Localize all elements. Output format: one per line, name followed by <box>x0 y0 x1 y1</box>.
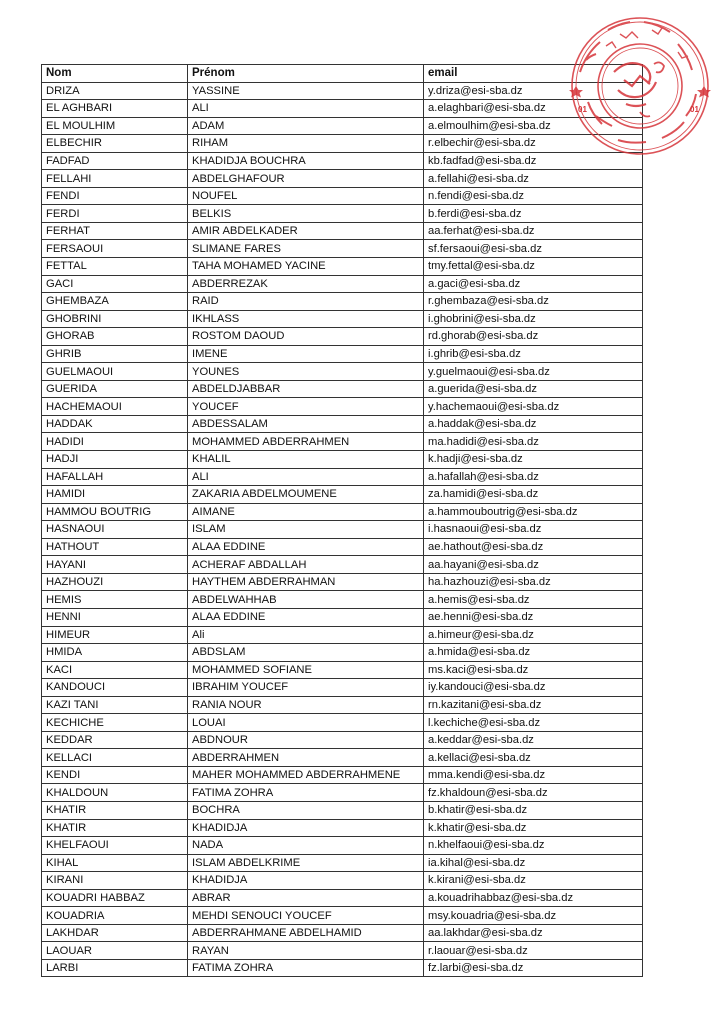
table-row <box>42 293 643 311</box>
cell-nom: HADIDI <box>42 433 188 451</box>
table-row <box>42 696 643 714</box>
cell-email: r.laouar@esi-sba.dz <box>424 942 643 960</box>
cell-prenom: ABDERREZAK <box>188 275 424 293</box>
cell-prenom: MOHAMMED SOFIANE <box>188 661 424 679</box>
cell-nom: KOUADRIA <box>42 907 188 925</box>
cell-nom: GUELMAOUI <box>42 363 188 381</box>
cell-email: ma.hadidi@esi-sba.dz <box>424 433 643 451</box>
cell-prenom: ABDSLAM <box>188 644 424 662</box>
cell-prenom: RAID <box>188 293 424 311</box>
cell-nom: KANDOUCI <box>42 679 188 697</box>
cell-prenom: MAHER MOHAMMED ABDERRAHMENE <box>188 766 424 784</box>
cell-prenom: FATIMA ZOHRA <box>188 959 424 977</box>
table-row <box>42 152 643 170</box>
cell-prenom: NOUFEL <box>188 187 424 205</box>
cell-prenom: ADAM <box>188 117 424 135</box>
cell-prenom: YOUNES <box>188 363 424 381</box>
table-row <box>42 924 643 942</box>
cell-nom: HASNAOUI <box>42 521 188 539</box>
table-row <box>42 380 643 398</box>
table-row <box>42 468 643 486</box>
table-row <box>42 626 643 644</box>
table-row <box>42 801 643 819</box>
cell-nom: HAZHOUZI <box>42 573 188 591</box>
cell-prenom: MOHAMMED ABDERRAHMEN <box>188 433 424 451</box>
table-row <box>42 661 643 679</box>
cell-prenom: ABDERRAHMANE ABDELHAMID <box>188 924 424 942</box>
table-body <box>42 82 643 977</box>
cell-prenom: ABDELGHAFOUR <box>188 170 424 188</box>
table-header-row <box>42 65 643 83</box>
table-row <box>42 521 643 539</box>
cell-prenom: YOUCEF <box>188 398 424 416</box>
cell-prenom: Ali <box>188 626 424 644</box>
table-row <box>42 100 643 118</box>
cell-prenom: ABDNOUR <box>188 731 424 749</box>
cell-email: i.ghrib@esi-sba.dz <box>424 345 643 363</box>
table-row <box>42 275 643 293</box>
table-row <box>42 591 643 609</box>
cell-nom: HEMIS <box>42 591 188 609</box>
cell-email: a.hemis@esi-sba.dz <box>424 591 643 609</box>
cell-nom: LARBI <box>42 959 188 977</box>
table-row <box>42 328 643 346</box>
cell-prenom: ROSTOM DAOUD <box>188 328 424 346</box>
cell-prenom: YASSINE <box>188 82 424 100</box>
cell-nom: KAZI TANI <box>42 696 188 714</box>
table-row <box>42 942 643 960</box>
cell-nom: KHELFAOUI <box>42 837 188 855</box>
table-row <box>42 538 643 556</box>
cell-nom: KACI <box>42 661 188 679</box>
cell-nom: FERHAT <box>42 222 188 240</box>
cell-nom: KHATIR <box>42 801 188 819</box>
cell-prenom: KHALIL <box>188 451 424 469</box>
cell-email: a.keddar@esi-sba.dz <box>424 731 643 749</box>
table-row <box>42 889 643 907</box>
cell-nom: KENDI <box>42 766 188 784</box>
student-email-table <box>41 64 643 977</box>
cell-email: r.elbechir@esi-sba.dz <box>424 135 643 153</box>
cell-prenom: ACHERAF ABDALLAH <box>188 556 424 574</box>
cell-nom: KIHAL <box>42 854 188 872</box>
cell-prenom: ALI <box>188 468 424 486</box>
cell-prenom: ISLAM ABDELKRIME <box>188 854 424 872</box>
cell-email: fz.larbi@esi-sba.dz <box>424 959 643 977</box>
cell-email: y.hachemaoui@esi-sba.dz <box>424 398 643 416</box>
table-row <box>42 398 643 416</box>
cell-prenom: RAYAN <box>188 942 424 960</box>
cell-email: za.hamidi@esi-sba.dz <box>424 486 643 504</box>
table-row <box>42 837 643 855</box>
table-row <box>42 415 643 433</box>
table-row <box>42 170 643 188</box>
cell-prenom: KHADIDJA <box>188 819 424 837</box>
cell-nom: DRIZA <box>42 82 188 100</box>
table-row <box>42 187 643 205</box>
cell-nom: FERDI <box>42 205 188 223</box>
cell-nom: EL AGHBARI <box>42 100 188 118</box>
cell-nom: EL MOULHIM <box>42 117 188 135</box>
cell-prenom: HAYTHEM ABDERRAHMAN <box>188 573 424 591</box>
table-row <box>42 345 643 363</box>
table-row <box>42 644 643 662</box>
cell-email: aa.lakhdar@esi-sba.dz <box>424 924 643 942</box>
cell-nom: GUERIDA <box>42 380 188 398</box>
cell-prenom: IBRAHIM YOUCEF <box>188 679 424 697</box>
cell-nom: FELLAHI <box>42 170 188 188</box>
cell-nom: KOUADRI HABBAZ <box>42 889 188 907</box>
official-stamp <box>566 12 714 160</box>
cell-nom: KIRANI <box>42 872 188 890</box>
cell-nom: FERSAOUI <box>42 240 188 258</box>
cell-prenom: FATIMA ZOHRA <box>188 784 424 802</box>
cell-email: ae.hathout@esi-sba.dz <box>424 538 643 556</box>
cell-nom: HAYANI <box>42 556 188 574</box>
cell-prenom: ABDELWAHHAB <box>188 591 424 609</box>
table-row <box>42 486 643 504</box>
cell-prenom: ALI <box>188 100 424 118</box>
cell-nom: GHOBRINI <box>42 310 188 328</box>
table-row <box>42 731 643 749</box>
table-row <box>42 135 643 153</box>
cell-nom: KHATIR <box>42 819 188 837</box>
cell-nom: HMIDA <box>42 644 188 662</box>
table-row <box>42 240 643 258</box>
cell-nom: HENNI <box>42 608 188 626</box>
table-row <box>42 258 643 276</box>
cell-prenom: BOCHRA <box>188 801 424 819</box>
table-row <box>42 451 643 469</box>
cell-email: aa.hayani@esi-sba.dz <box>424 556 643 574</box>
cell-prenom: NADA <box>188 837 424 855</box>
cell-prenom: ABDESSALAM <box>188 415 424 433</box>
cell-prenom: BELKIS <box>188 205 424 223</box>
table-row <box>42 205 643 223</box>
cell-prenom: IKHLASS <box>188 310 424 328</box>
cell-email: k.hadji@esi-sba.dz <box>424 451 643 469</box>
cell-email: ia.kihal@esi-sba.dz <box>424 854 643 872</box>
table-row <box>42 573 643 591</box>
cell-nom: KEDDAR <box>42 731 188 749</box>
cell-email: sf.fersaoui@esi-sba.dz <box>424 240 643 258</box>
stamp-number-right: 01 <box>690 105 699 114</box>
cell-prenom: AIMANE <box>188 503 424 521</box>
table-row <box>42 854 643 872</box>
cell-email: k.kirani@esi-sba.dz <box>424 872 643 890</box>
cell-nom: HATHOUT <box>42 538 188 556</box>
cell-email: msy.kouadria@esi-sba.dz <box>424 907 643 925</box>
cell-email: aa.ferhat@esi-sba.dz <box>424 222 643 240</box>
cell-email: i.hasnaoui@esi-sba.dz <box>424 521 643 539</box>
cell-prenom: IMENE <box>188 345 424 363</box>
cell-email: a.elmoulhim@esi-sba.dz <box>424 117 643 135</box>
cell-nom: KHALDOUN <box>42 784 188 802</box>
table-row <box>42 907 643 925</box>
cell-prenom: KHADIDJA <box>188 872 424 890</box>
cell-prenom: ABDELDJABBAR <box>188 380 424 398</box>
cell-email: b.ferdi@esi-sba.dz <box>424 205 643 223</box>
cell-email: fz.khaldoun@esi-sba.dz <box>424 784 643 802</box>
table-row <box>42 503 643 521</box>
table-row <box>42 766 643 784</box>
table-row <box>42 872 643 890</box>
cell-email: a.gaci@esi-sba.dz <box>424 275 643 293</box>
cell-email: a.kellaci@esi-sba.dz <box>424 749 643 767</box>
cell-prenom: ABRAR <box>188 889 424 907</box>
cell-email: n.khelfaoui@esi-sba.dz <box>424 837 643 855</box>
column-header-prenom: Prénom <box>188 65 424 83</box>
cell-email: a.kouadrihabbaz@esi-sba.dz <box>424 889 643 907</box>
cell-email: y.driza@esi-sba.dz <box>424 82 643 100</box>
cell-email: a.himeur@esi-sba.dz <box>424 626 643 644</box>
table-row <box>42 117 643 135</box>
cell-prenom: ZAKARIA ABDELMOUMENE <box>188 486 424 504</box>
cell-prenom: KHADIDJA BOUCHRA <box>188 152 424 170</box>
table-row <box>42 819 643 837</box>
table-row <box>42 556 643 574</box>
cell-email: i.ghobrini@esi-sba.dz <box>424 310 643 328</box>
table-row <box>42 608 643 626</box>
table-row <box>42 433 643 451</box>
cell-email: k.khatir@esi-sba.dz <box>424 819 643 837</box>
cell-nom: HADJI <box>42 451 188 469</box>
cell-email: iy.kandouci@esi-sba.dz <box>424 679 643 697</box>
cell-prenom: ALAA EDDINE <box>188 538 424 556</box>
cell-nom: GHEMBAZA <box>42 293 188 311</box>
table-row <box>42 714 643 732</box>
cell-nom: LAOUAR <box>42 942 188 960</box>
cell-nom: FETTAL <box>42 258 188 276</box>
cell-email: y.guelmaoui@esi-sba.dz <box>424 363 643 381</box>
cell-email: a.haddak@esi-sba.dz <box>424 415 643 433</box>
cell-nom: FENDI <box>42 187 188 205</box>
cell-nom: FADFAD <box>42 152 188 170</box>
cell-prenom: MEHDI SENOUCI YOUCEF <box>188 907 424 925</box>
cell-nom: KECHICHE <box>42 714 188 732</box>
column-header-email: email <box>424 65 643 83</box>
cell-nom: GHRIB <box>42 345 188 363</box>
cell-prenom: RIHAM <box>188 135 424 153</box>
table-row <box>42 679 643 697</box>
cell-nom: HAFALLAH <box>42 468 188 486</box>
cell-nom: GHORAB <box>42 328 188 346</box>
cell-email: b.khatir@esi-sba.dz <box>424 801 643 819</box>
table-row <box>42 310 643 328</box>
cell-email: ha.hazhouzi@esi-sba.dz <box>424 573 643 591</box>
table-row <box>42 749 643 767</box>
cell-prenom: RANIA NOUR <box>188 696 424 714</box>
cell-email: a.elaghbari@esi-sba.dz <box>424 100 643 118</box>
table-row <box>42 222 643 240</box>
cell-prenom: ISLAM <box>188 521 424 539</box>
cell-nom: LAKHDAR <box>42 924 188 942</box>
cell-nom: HAMMOU BOUTRIG <box>42 503 188 521</box>
cell-email: l.kechiche@esi-sba.dz <box>424 714 643 732</box>
stamp-star-right-icon <box>697 86 711 98</box>
cell-email: a.hammouboutrig@esi-sba.dz <box>424 503 643 521</box>
cell-prenom: SLIMANE FARES <box>188 240 424 258</box>
cell-nom: KELLACI <box>42 749 188 767</box>
cell-email: a.fellahi@esi-sba.dz <box>424 170 643 188</box>
table-row <box>42 959 643 977</box>
stamp-star-left-icon <box>569 86 583 98</box>
stamp-number-left: 01 <box>578 105 587 114</box>
column-header-nom: Nom <box>42 65 188 83</box>
cell-prenom: ABDERRAHMEN <box>188 749 424 767</box>
table-row <box>42 363 643 381</box>
cell-email: mma.kendi@esi-sba.dz <box>424 766 643 784</box>
cell-nom: ELBECHIR <box>42 135 188 153</box>
cell-prenom: AMIR ABDELKADER <box>188 222 424 240</box>
cell-nom: HAMIDI <box>42 486 188 504</box>
table-row <box>42 784 643 802</box>
cell-prenom: LOUAI <box>188 714 424 732</box>
cell-email: a.hmida@esi-sba.dz <box>424 644 643 662</box>
cell-email: ae.henni@esi-sba.dz <box>424 608 643 626</box>
cell-email: r.ghembaza@esi-sba.dz <box>424 293 643 311</box>
cell-email: a.hafallah@esi-sba.dz <box>424 468 643 486</box>
cell-nom: HACHEMAOUI <box>42 398 188 416</box>
cell-email: a.guerida@esi-sba.dz <box>424 380 643 398</box>
cell-email: rn.kazitani@esi-sba.dz <box>424 696 643 714</box>
cell-email: rd.ghorab@esi-sba.dz <box>424 328 643 346</box>
cell-email: tmy.fettal@esi-sba.dz <box>424 258 643 276</box>
cell-email: kb.fadfad@esi-sba.dz <box>424 152 643 170</box>
cell-email: ms.kaci@esi-sba.dz <box>424 661 643 679</box>
cell-prenom: ALAA EDDINE <box>188 608 424 626</box>
cell-prenom: TAHA MOHAMED YACINE <box>188 258 424 276</box>
cell-nom: HIMEUR <box>42 626 188 644</box>
table-row <box>42 82 643 100</box>
cell-email: n.fendi@esi-sba.dz <box>424 187 643 205</box>
cell-nom: GACI <box>42 275 188 293</box>
cell-nom: HADDAK <box>42 415 188 433</box>
